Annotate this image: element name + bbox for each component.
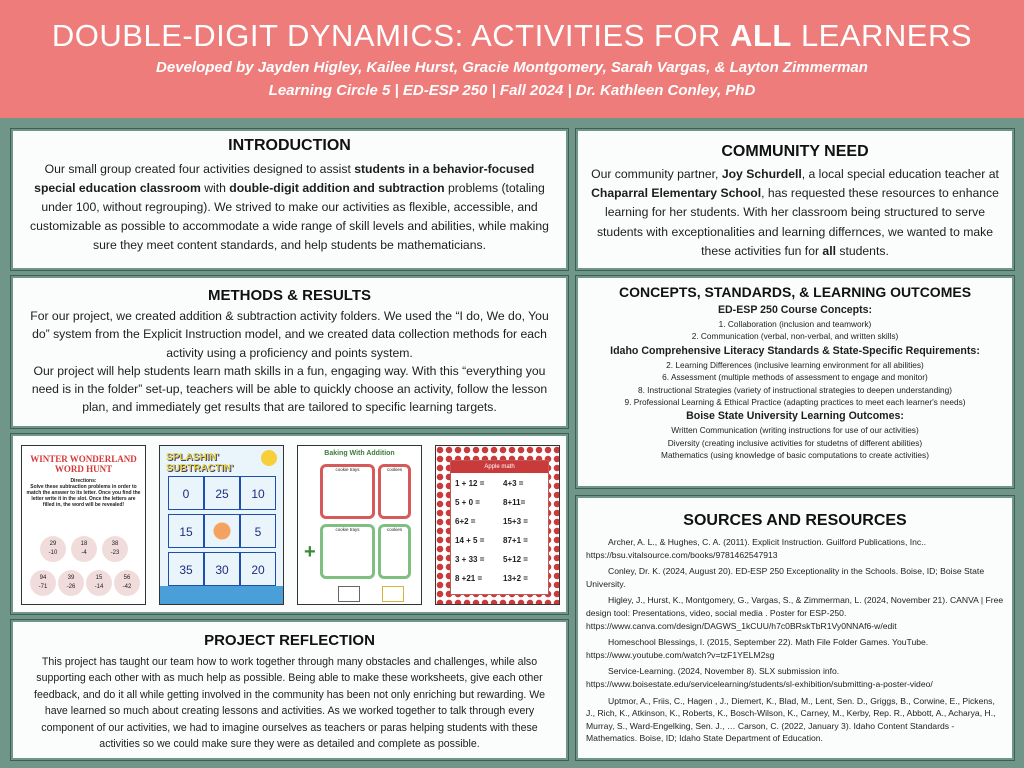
concept-item: 9. Professional Learning & Ethical Practice (adapting practices to meet each learner's needs) [624, 397, 966, 408]
community-heading: COMMUNITY NEED [721, 143, 869, 160]
wave-icon [160, 586, 283, 604]
ornament-problem: 39 -26 [58, 570, 84, 596]
answer-box [382, 586, 404, 602]
shell-icon [204, 514, 240, 548]
concepts-panel [576, 276, 1014, 488]
equation-left: 3 + 33 = [455, 555, 485, 564]
sources-heading: SOURCES AND RESOURCES [683, 512, 907, 529]
methods-panel [11, 276, 568, 428]
equation-left: 5 + 0 = [455, 498, 480, 507]
reference-item: Archer, A. L., & Hughes, C. A. (2011). Explicit Instruction. Guilford Publications, Inc.. https://bsu.vitalsource.com/books/9781462547913 [586, 537, 926, 560]
equation-left: 14 + 5 = [455, 536, 485, 545]
grid-cell: 20 [240, 552, 276, 586]
splashin-title: SPLASHIN' SUBTRACTIN' [166, 452, 234, 474]
grid-cell: 0 [168, 476, 204, 510]
concept-group-title: Idaho Comprehensive Literacy Standards & State-Specific Requirements: [610, 344, 980, 357]
title-emphasis: ALL [730, 18, 792, 53]
grid-cell: 30 [204, 552, 240, 586]
introduction-body: Our small group created four activities designed to assist students in a behavior-focused special education classroom with double-digit addition and subtraction problems (totaling under 100, without regrouping). We strived to make our activities as flexible, accessible, and customizable as possible to accommodate a wide range of skill levels and abilities, while making sure they meet content standards, and help students be mathematicians. [30, 162, 549, 252]
concept-item: Written Communication (writing instructions for use of our activities) [671, 425, 919, 436]
grid-cell: 25 [204, 476, 240, 510]
reflection-body: This project has taught our team how to work together through many obstacles and challenges, while also supporting each other with as much help as possible. Being able to make these worksheets, give each other feedback, and do it all while getting involved in the community has been not only enriching but rewarding. We have learned so much about creating lessons and activities. As we worked together to talk through every component of our activities, we had to imagine ourselves as teachers or paras helping students with these activities so we could make sure they were as detailed and complete as possible. [34, 656, 545, 751]
directions-text: Solve these subtraction problems in order to match the answer to its letter. Once you find the letter write it in the slot. Once the letters are filled in, the word will be revealed! [26, 484, 141, 508]
equation-left: 8 +21 = [455, 574, 483, 583]
grid-cell: 5 [240, 514, 276, 548]
concept-item: 6. Assessment (multiple methods of assessment to engage and monitor) [662, 372, 928, 383]
grid-cell: 35 [168, 552, 204, 586]
reference-item: Service-Learning. (2024, November 8). SLX submission info. https://www.boisestate.edu/servicelearning/students/sl-exhibition/submitting-a-poster-video/ [586, 666, 933, 689]
equation-left: 6+2 = [455, 517, 476, 526]
concept-group-title: Boise State University Learning Outcomes: [686, 410, 904, 423]
methods-paragraph-1: For our project, we created addition & subtraction activity folders. We used the “I do, We do, You do” system from the Explicit Instruction model, and we created data collection methods for each activity using a proficiency and points system. [30, 309, 549, 360]
community-panel [576, 129, 1014, 270]
equation-right: 15+3 = [503, 517, 528, 526]
splashin-subtractin-thumbnail [159, 445, 284, 605]
grid-cell: 15 [168, 514, 204, 548]
apple-math-title: Apple math [451, 461, 548, 473]
answer-box [338, 586, 360, 602]
introduction-heading: INTRODUCTION [228, 137, 351, 154]
concept-item: Diversity (creating inclusive activities for studetns of different abilities) [667, 437, 923, 448]
reference-list [586, 536, 1004, 745]
equation-left: 1 + 12 = [455, 479, 485, 488]
methods-heading: METHODS & RESULTS [207, 287, 372, 304]
equation-right: 8+11= [503, 498, 526, 507]
plus-icon: + [304, 541, 316, 563]
equation-right: 13+2 = [503, 574, 528, 583]
reference-item: Homeschool Blessings, I. (2015, September 22). Math File Folder Games. YouTube. https://www.youtube.com/watch?v=tzF1YELM2sg [586, 637, 929, 660]
ornament-problem: 15 -14 [86, 570, 112, 596]
equation-right: 5+12 = [503, 555, 528, 564]
reference-item: Conley, Dr. K. (2024, August 20). ED-ESP 250 Exceptionality in the Schools. Boise, ID; Boise State University. [586, 566, 985, 589]
concept-item: 8. Instructional Strategies (variety of instructional strategies to deepen understanding) [637, 384, 953, 395]
concepts-heading: CONCEPTS, STANDARDS, & LEARNING OUTCOMES [618, 284, 972, 300]
concept-item: 1. Collaboration (inclusion and teamwork) [718, 319, 872, 329]
ornament-problem: 94 -71 [30, 570, 56, 596]
sources-panel [576, 496, 1014, 760]
baking-title: Baking With Addition [324, 450, 395, 457]
winter-wonderland-title: WINTER WONDERLAND WORD HUNT [30, 454, 137, 474]
activity-images-panel [11, 434, 568, 614]
concept-item: Mathematics (using knowledge of basic computations to create activities) [661, 450, 929, 461]
tray-bottom-left: cookie trays [320, 524, 375, 579]
equation-right: 4+3 = [503, 479, 524, 488]
tray-top-right: cookies [378, 464, 411, 519]
concept-groups [584, 304, 1006, 462]
tray-bottom-right: cookies [378, 524, 411, 579]
ornament-problem: 18 -4 [71, 536, 97, 562]
title-text-end: LEARNERS [791, 18, 973, 53]
sun-icon [261, 450, 277, 466]
ornament-problem: 38 -23 [102, 536, 128, 562]
ornament-problem: 29 -10 [40, 536, 66, 562]
ornament-problem: 56 -42 [114, 570, 140, 596]
concept-group-title: ED-ESP 250 Course Concepts: [717, 304, 873, 316]
grid-cell: 10 [240, 476, 276, 510]
reference-item: Uptmor, A., Friis, C., Hagen , J., Diemert, K., Blad, M., Lent, Sen. D., Griggs, B., Corwine, E., Pickens, J., Rich, K., Atkinson, K., Roberts, K., Bosch-Wilson, K., Carney, M., Kerby, Rep. R., Abbott, A., Acharya, H., Murray, S., Ward-Engelking, Sen. J., … Carson, C. (2022, January 3). Idaho Content Standards - Mathematics. Boise, ID; Idaho State Department of Education. [586, 695, 996, 744]
introduction-panel [11, 129, 568, 270]
poster-title [0, 18, 1024, 54]
reference-item: Higley, J., Hurst, K., Montgomery, G., Vargas, S., & Zimmerman, L. (2024, November 21). CANVA | Free design tool: Presentations, video, social media . Poster for ESP-250. https://www.canva.com/design/DAGWS_1kCUU/h7c0BRskTbR1Vy0NNAf6-w/edit [586, 595, 1004, 631]
tray-top-left: cookie trays [320, 464, 375, 519]
reflection-heading: PROJECT REFLECTION [204, 632, 375, 649]
apple-math-card [450, 460, 549, 595]
concept-item: 2. Learning Differences (inclusive learning environment for all abilities) [666, 359, 924, 370]
poster-header [0, 0, 1024, 118]
equation-right: 87+1 = [503, 536, 528, 545]
community-body: Our community partner, Joy Schurdell, a local special education teacher at Chaparral Elementary School, has requested these resources to enhance learning for her students. With her classroom being structured to serve students with exceptionalities and learning differnces, we wanted to make these activities fun for all students. [591, 167, 999, 258]
reflection-panel [11, 620, 568, 760]
course-line: Learning Circle 5 | ED-ESP 250 | Fall 2024 | Dr. Kathleen Conley, PhD [268, 82, 756, 99]
directions-heading: Directions: [70, 478, 97, 484]
authors-line: Developed by Jayden Higley, Kailee Hurst, Gracie Montgomery, Sarah Vargas, & Layton Zimmerman [156, 59, 868, 76]
title-text: DOUBLE-DIGIT DYNAMICS: ACTIVITIES FOR [51, 18, 731, 53]
concept-item: 2. Communication (verbal, non-verbal, and written skills) [691, 331, 899, 342]
baking-addition-thumbnail [297, 445, 422, 605]
winter-wonderland-thumbnail [21, 445, 146, 605]
methods-paragraph-2: Our project will help students learn math skills in a fun, engaging way. With this “everything you need is in the folder” set-up, teachers will be able to quickly choose an activity, follow the lesson plan, and immediately get results that are tailored to specific learning targets. [31, 363, 548, 415]
apple-math-thumbnail [435, 445, 560, 605]
